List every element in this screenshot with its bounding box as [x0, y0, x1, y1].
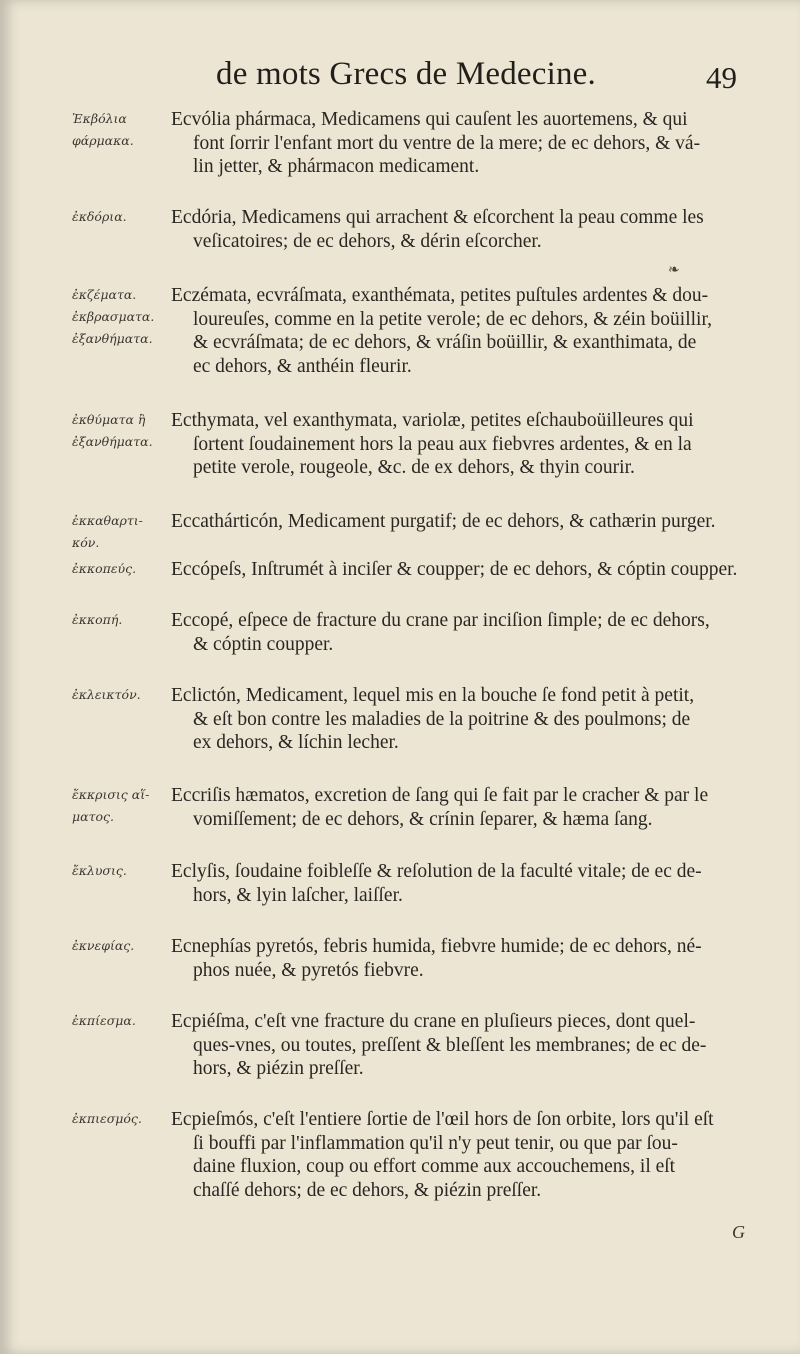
definition-line: Ecdória, Medicamens qui arrachent & eſcorchent la peau comme les	[171, 207, 704, 228]
greek-line: ἐξανθήματα.	[72, 331, 153, 346]
definition-line: Eccriſis hæmatos, excretion de ſang qui ſe fait par le cracher & par le	[171, 785, 709, 806]
greek-term	[72, 860, 168, 882]
greek-line: ἐκδόρια.	[72, 209, 127, 224]
definition-line: Eczémata, ecvráſmata, exanthémata, petites puſtules ardentes & dou-	[171, 285, 709, 306]
gathering-signature-mark: G	[732, 1222, 745, 1242]
greek-line: Ἐκβόλια	[72, 111, 127, 126]
page-header	[0, 56, 800, 102]
definition-line: Eccathárticón, Medicament purgatif; de ec dehors, & cathærin purger.	[171, 511, 716, 532]
entry-definition	[171, 206, 753, 253]
greek-line: ἐξανθήματα.	[72, 434, 153, 449]
definition-line: loureuſes, comme en la petite verole; de ec dehors, & zéin boüillir,	[193, 308, 713, 330]
greek-term	[72, 206, 168, 228]
entry-definition	[171, 609, 753, 656]
definition-line: Ecpiéſma, c'eſt vne fracture du crane en pluſieurs pieces, dont quel-	[171, 1011, 696, 1032]
greek-term	[72, 284, 168, 350]
greek-line: ἐκπιεσμός.	[72, 1111, 142, 1126]
entry-definition	[171, 1010, 753, 1081]
entry-definition	[171, 684, 753, 755]
greek-line: ἐκβρασματα.	[72, 309, 155, 324]
definition-line: phos nuée, & pyretós fiebvre.	[193, 959, 424, 981]
greek-term	[72, 108, 168, 152]
greek-line: ἔκκρισις αἵ-	[72, 787, 150, 802]
greek-term	[72, 558, 168, 580]
definition-line: lin jetter, & phármacon medicament.	[193, 156, 480, 177]
running-title: de mots Grecs de Medecine.	[216, 56, 596, 92]
printer-ornament-icon: ❧	[668, 262, 680, 278]
greek-line: ματος.	[72, 809, 114, 824]
definition-line: Ecnephías pyretós, febris humida, fiebvre humide; de ec dehors, né-	[171, 936, 702, 957]
definition-line: hors, & lyin laſcher, laiſſer.	[193, 884, 403, 906]
definition-line: Eclyſis, ſoudaine foibleſſe & reſolution de la faculté vitale; de ec de-	[171, 861, 702, 882]
greek-term	[72, 510, 168, 554]
greek-term	[72, 1108, 168, 1130]
definition-line: Ecthymata, vel exanthymata, variolæ, petites eſchauboüilleures qui	[171, 410, 694, 431]
greek-line: ἐκπίεσμα.	[72, 1013, 136, 1028]
greek-line: ἐκκοπή.	[72, 612, 123, 627]
entry-definition	[171, 1108, 753, 1202]
entry-definition	[171, 108, 753, 179]
greek-term	[72, 935, 168, 957]
definition-line: & ecvráſmata; de ec dehors, & vráſin boüillir, & exanthimata, de	[193, 332, 697, 353]
definition-line: Eccópeſs, Inſtrumét à inciſer & coupper; de ec dehors, & cóptin coupper.	[171, 559, 738, 580]
definition-line: vomiſſement; de ec dehors, & crínin ſeparer, & hæma ſang.	[193, 808, 653, 830]
definition-line: ex dehors, & líchin lecher.	[193, 732, 399, 753]
definition-line: Eccopé, eſpece de fracture du crane par inciſion ſimple; de ec dehors,	[171, 610, 710, 631]
definition-line: chaſſé dehors; de ec dehors, & piézin preſſer.	[193, 1179, 542, 1201]
greek-line: ἐκκαθαρτι-	[72, 513, 143, 528]
definition-line: ſi bouffi par l'inflammation qu'il n'y peut tenir, ou que par ſou-	[193, 1132, 678, 1154]
definition-line: Eclictón, Medicament, lequel mis en la bouche ſe fond petit à petit,	[171, 685, 695, 706]
greek-term	[72, 1010, 168, 1032]
definition-line: Ecvólia phármaca, Medicamens qui cauſent les auortemens, & qui	[171, 109, 688, 130]
greek-line: ἔκλυσις.	[72, 863, 127, 878]
definition-line: ſortent ſoudainement hors la peau aux fiebvres ardentes, & en la	[193, 433, 692, 455]
entry-definition	[171, 935, 753, 982]
greek-line: ἐκθύματα ἢ	[72, 412, 146, 427]
greek-line: ἐκνεφίας.	[72, 938, 135, 953]
greek-line: ἐκλεικτόν.	[72, 687, 141, 702]
entry-definition	[171, 409, 753, 480]
greek-line: ἐκκοπεύς.	[72, 561, 137, 576]
definition-line: Ecpieſmós, c'eſt l'entiere ſortie de l'œil hors de ſon orbite, lors qu'il eſt	[171, 1109, 714, 1130]
definition-line: veſicatoires; de ec dehors, & dérin eſcorcher.	[193, 230, 542, 252]
greek-term	[72, 409, 168, 453]
greek-term	[72, 684, 168, 706]
entry-definition	[171, 784, 753, 831]
definition-line: daine fluxion, coup ou effort comme aux accouchemens, il eſt	[193, 1156, 676, 1177]
entry-definition	[171, 558, 753, 582]
definition-line: & eſt bon contre les maladies de la poitrine & des poulmons; de	[193, 708, 691, 730]
definition-line: ques-vnes, ou toutes, preſſent & bleſſent les membranes; de ec de-	[193, 1034, 707, 1056]
greek-line: ἐκζέματα.	[72, 287, 137, 302]
definition-line: petite verole, rougeole, &c. de ex dehors, & thyin courir.	[193, 457, 635, 478]
definition-line: font ſorrir l'enfant mort du ventre de la mere; de ec dehors, & vá-	[193, 132, 701, 154]
definition-line: ec dehors, & anthéin fleurir.	[193, 355, 412, 377]
page-number: 49	[706, 60, 737, 95]
entry-definition	[171, 860, 753, 907]
greek-line: φάρμακα.	[72, 133, 134, 148]
definition-line: hors, & piézin preſſer.	[193, 1058, 364, 1079]
definition-line: & cóptin coupper.	[193, 633, 334, 655]
entry-definition	[171, 284, 753, 378]
greek-term	[72, 609, 168, 631]
greek-term	[72, 784, 168, 828]
greek-line: κόν.	[72, 535, 100, 550]
entry-definition	[171, 510, 753, 534]
